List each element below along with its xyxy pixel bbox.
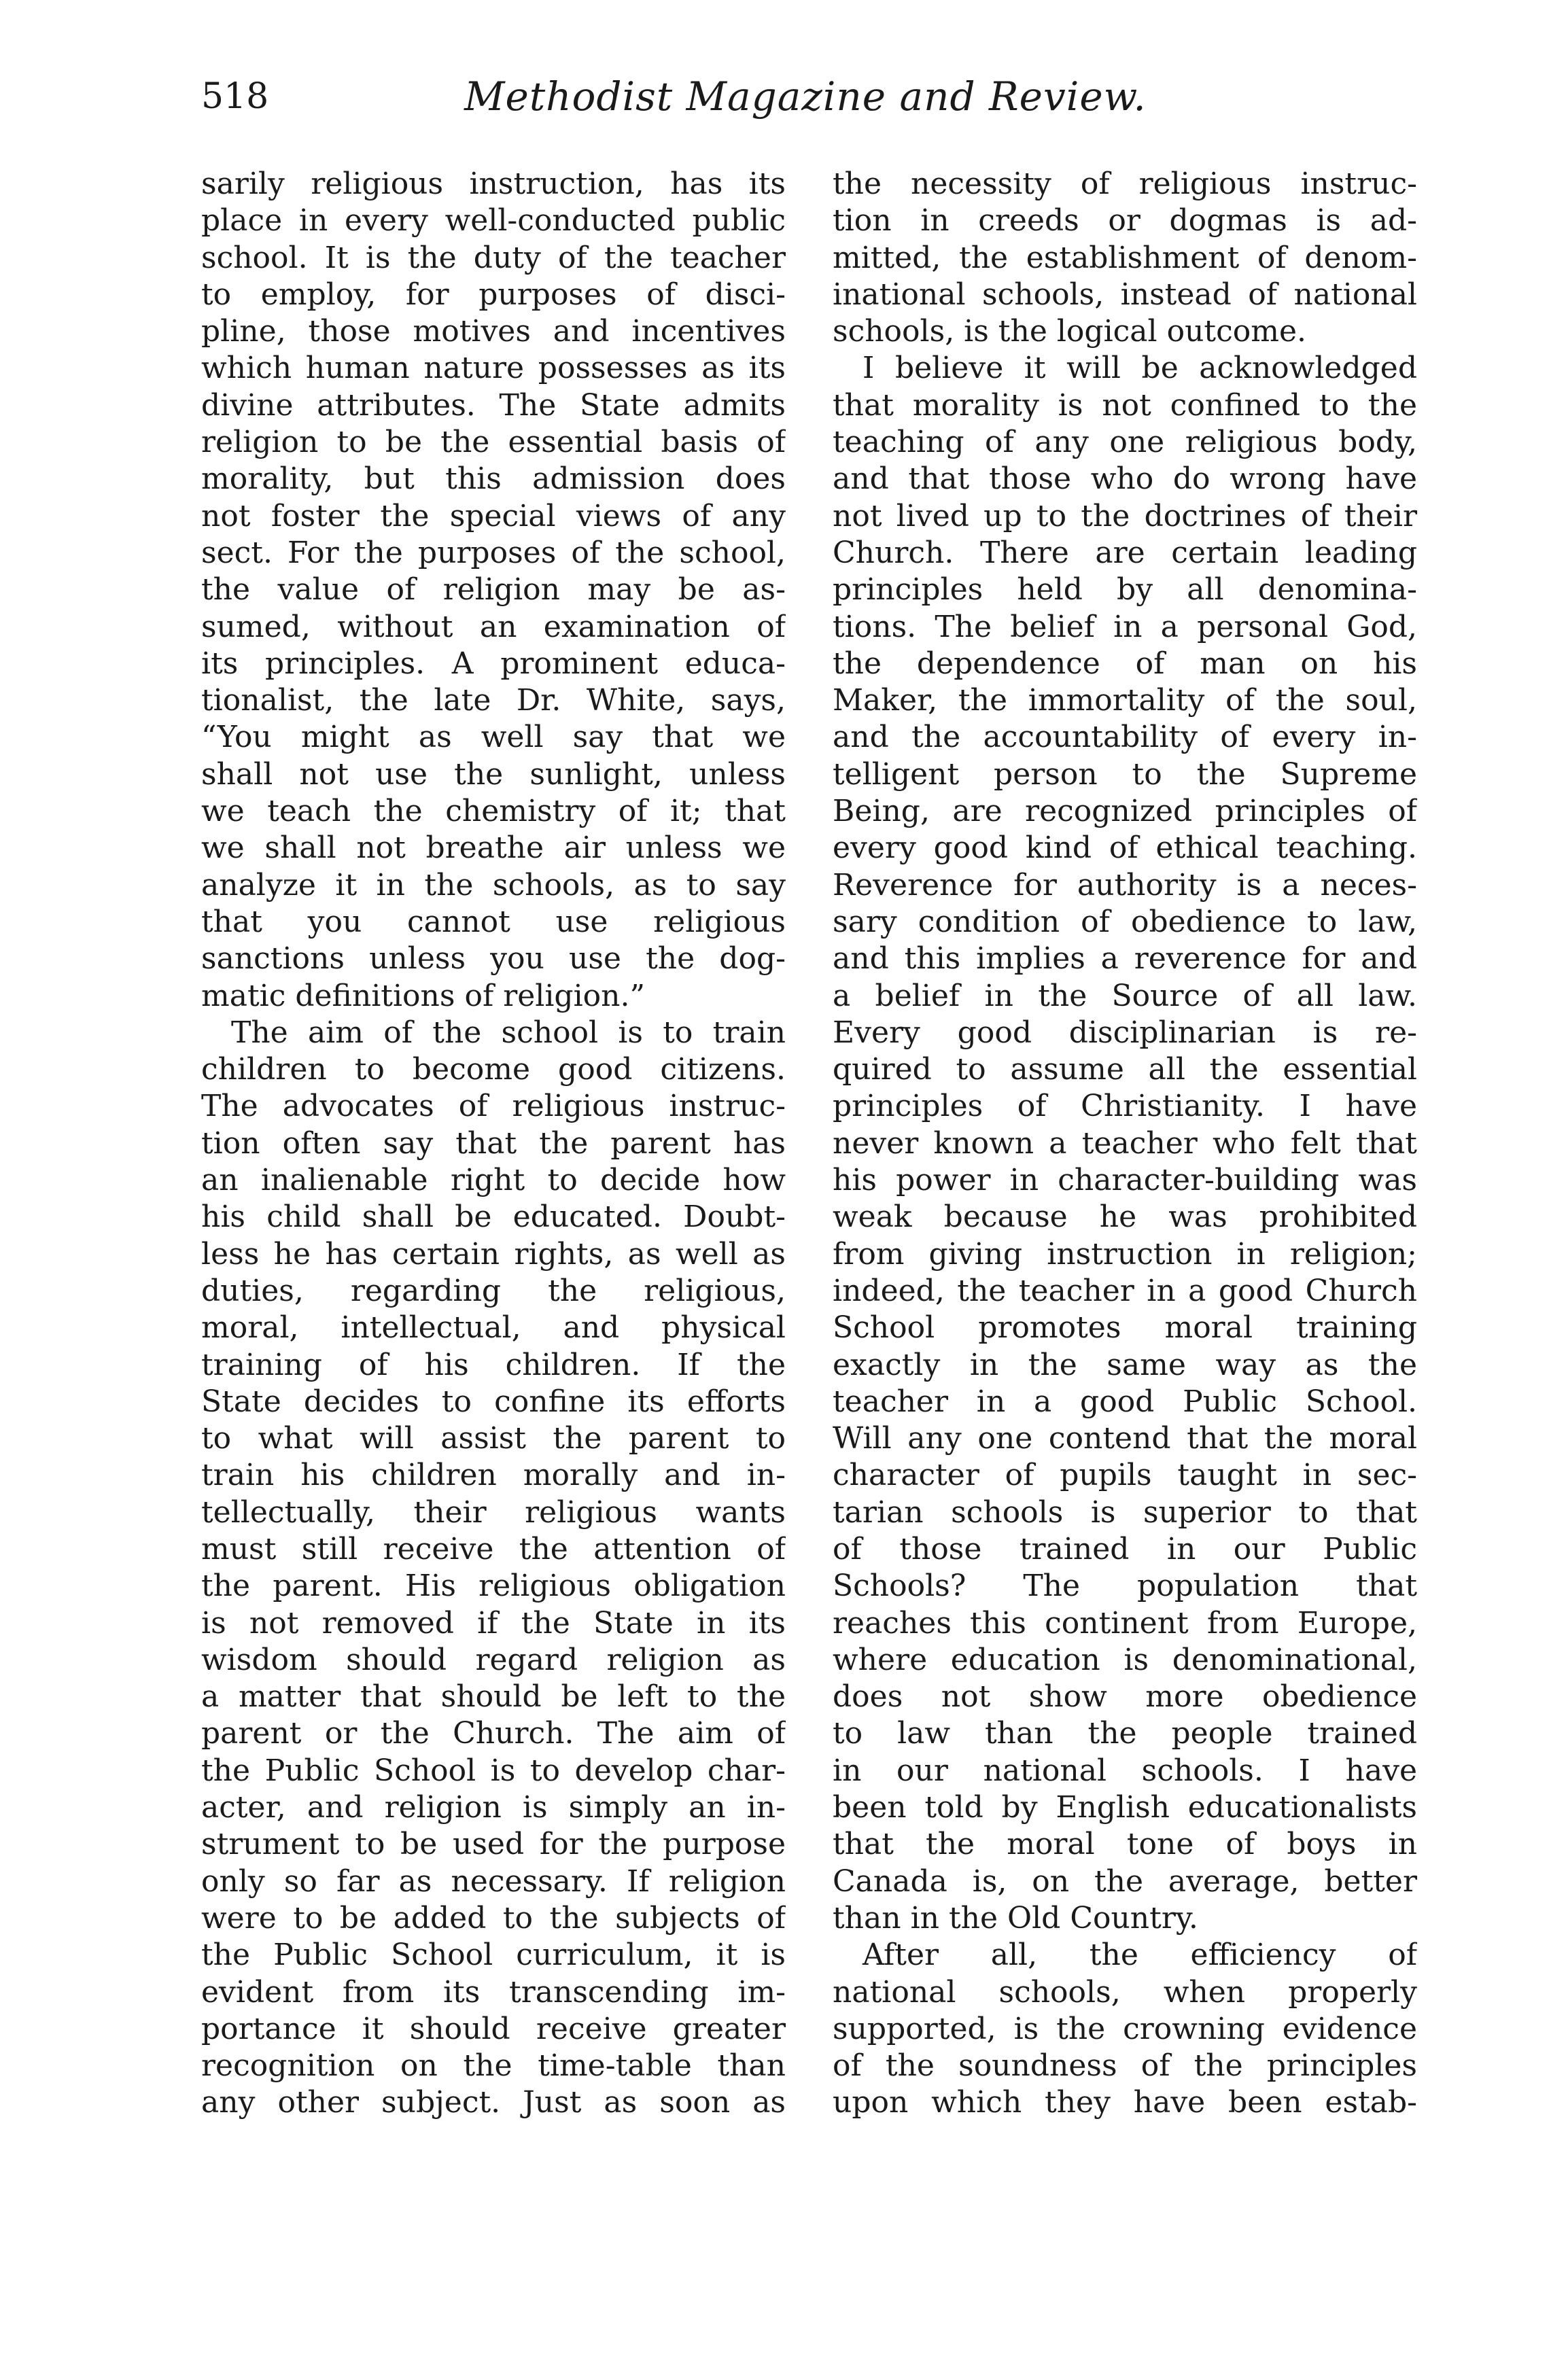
text-line: Church. There are certain leading: [833, 535, 1417, 570]
text-line: Reverence for authority is a neces-: [833, 867, 1417, 903]
text-line: than in the Old Country.: [833, 1900, 1198, 1936]
text-line: morality, but this admission does: [201, 461, 786, 497]
text-line: sect. For the purposes of the school,: [201, 535, 786, 570]
text-line: the necessity of religious instruc-: [833, 167, 1417, 201]
text-line: to what will assist the parent to: [201, 1421, 786, 1456]
page-number: 518: [201, 76, 269, 117]
text-line: “You might as well say that we: [201, 720, 786, 755]
text-line: upon which they have been estab-: [833, 2085, 1417, 2120]
text-line: his power in character-building was: [833, 1163, 1417, 1198]
text-line: teacher in a good Public School.: [833, 1384, 1417, 1419]
text-line: in our national schools. I have: [833, 1753, 1417, 1788]
text-line: State decides to confine its efforts: [201, 1384, 786, 1419]
text-line: of the soundness of the principles: [833, 2048, 1417, 2084]
text-line: only so far as necessary. If religion: [201, 1863, 786, 1899]
text-line: teaching of any one religious body,: [833, 425, 1417, 460]
text-line: Schools? The population that: [833, 1569, 1417, 1604]
text-line: tion in creeds or dogmas is ad-: [833, 203, 1417, 239]
text-line: and that those who do wrong have: [833, 461, 1417, 497]
text-line: acter, and religion is simply an in-: [201, 1790, 786, 1825]
text-line: its principles. A prominent educa-: [201, 646, 786, 681]
text-line: principles of Christianity. I have: [833, 1089, 1417, 1124]
text-line: inational schools, instead of national: [833, 277, 1417, 312]
text-line: school. It is the duty of the teacher: [201, 240, 786, 275]
text-line: portance it should receive greater: [201, 2011, 786, 2046]
text-line: not foster the special views of any: [201, 498, 786, 533]
text-line: moral, intellectual, and physical: [201, 1310, 786, 1346]
text-line: must still receive the attention of: [201, 1531, 786, 1566]
text-line: and the accountability of every in-: [833, 720, 1417, 755]
text-line: recognition on the time-table than: [201, 2048, 786, 2084]
text-line: schools, is the logical outcome.: [833, 314, 1306, 349]
text-line: never known a teacher who felt that: [833, 1125, 1417, 1161]
text-line: I believe it will be acknowledged: [863, 351, 1417, 386]
text-line: analyze it in the schools, as to say: [201, 867, 786, 903]
left-column: [201, 166, 786, 2122]
text-line: Maker, the immortality of the soul,: [833, 683, 1417, 718]
running-head: Methodist Magazine and Review.: [464, 73, 1147, 120]
text-line: place in every well-conducted public: [201, 203, 786, 239]
text-line: duties, regarding the religious,: [201, 1273, 786, 1308]
text-line: pline, those motives and incentives: [201, 314, 786, 349]
text-line: indeed, the teacher in a good Church: [833, 1273, 1417, 1308]
text-line: religion to be the essential basis of: [201, 425, 786, 460]
text-line: from giving instruction in religion;: [833, 1236, 1417, 1272]
text-line: divine attributes. The State admits: [201, 387, 786, 423]
text-line: quired to assume all the essential: [833, 1052, 1417, 1087]
text-line: which human nature possesses as its: [201, 351, 786, 386]
text-line: telligent person to the Supreme: [833, 756, 1417, 792]
text-line: exactly in the same way as the: [833, 1347, 1417, 1382]
text-line: the Public School is to develop char-: [201, 1753, 786, 1788]
text-line: strument to be used for the purpose: [201, 1827, 786, 1862]
text-line: parent or the Church. The aim of: [201, 1716, 786, 1751]
text-line: shall not use the sunlight, unless: [201, 756, 786, 792]
text-line: tion often say that the parent has: [201, 1125, 786, 1161]
text-line: principles held by all denomina-: [833, 572, 1417, 608]
text-line: is not removed if the State in its: [201, 1605, 786, 1641]
text-line: less he has certain rights, as well as: [201, 1236, 786, 1272]
text-line: does not show more obedience: [833, 1679, 1417, 1715]
text-line: tarian schools is superior to that: [833, 1494, 1417, 1530]
text-line: Will any one contend that the moral: [833, 1421, 1417, 1456]
text-line: the value of religion may be as-: [201, 572, 786, 608]
text-line: Being, are recognized principles of: [833, 794, 1417, 829]
text-line: sanctions unless you use the dog-: [201, 941, 786, 977]
text-line: we shall not breathe air unless we: [201, 830, 786, 866]
text-line: every good kind of ethical teaching.: [833, 830, 1417, 866]
text-line: that morality is not confined to the: [833, 387, 1417, 423]
text-line: matic definitions of religion.”: [201, 978, 645, 1013]
text-line: mitted, the establishment of denom-: [833, 240, 1417, 275]
text-line: we teach the chemistry of it; that: [201, 794, 786, 829]
text-line: a belief in the Source of all law.: [833, 978, 1417, 1013]
text-line: where education is denominational,: [833, 1642, 1417, 1677]
text-line: the dependence of man on his: [833, 646, 1417, 681]
text-line: tionalist, the late Dr. White, says,: [201, 683, 786, 718]
text-line: that the moral tone of boys in: [833, 1827, 1417, 1862]
text-line: and this implies a reverence for and: [833, 941, 1417, 977]
text-line: of those trained in our Public: [833, 1531, 1417, 1566]
text-line: tellectually, their religious wants: [201, 1494, 786, 1530]
text-line: sary condition of obedience to law,: [833, 904, 1417, 939]
text-line: to employ, for purposes of disci-: [201, 277, 786, 312]
text-line: Canada is, on the average, better: [833, 1863, 1417, 1899]
text-line: character of pupils taught in sec-: [833, 1458, 1417, 1493]
text-line: evident from its transcending im-: [201, 1974, 786, 2010]
text-line: supported, is the crowning evidence: [833, 2011, 1417, 2046]
text-line: Every good disciplinarian is re-: [833, 1015, 1417, 1050]
text-line: not lived up to the doctrines of their: [833, 498, 1417, 533]
text-line: After all, the efficiency of: [863, 1938, 1417, 1973]
text-line: sarily religious instruction, has its: [201, 167, 786, 201]
text-line: were to be added to the subjects of: [201, 1900, 786, 1936]
text-line: wisdom should regard religion as: [201, 1642, 786, 1677]
text-line: train his children morally and in-: [201, 1458, 786, 1493]
text-line: an inalienable right to decide how: [201, 1163, 786, 1198]
text-line: been told by English educationalists: [833, 1790, 1417, 1825]
text-line: reaches this continent from Europe,: [833, 1605, 1417, 1641]
text-line: children to become good citizens.: [201, 1052, 786, 1087]
text-line: training of his children. If the: [201, 1347, 786, 1382]
text-line: the parent. His religious obligation: [201, 1569, 786, 1604]
text-line: to law than the people trained: [833, 1716, 1417, 1751]
text-line: that you cannot use religious: [201, 904, 786, 939]
text-line: sumed, without an examination of: [201, 609, 786, 644]
text-line: The advocates of religious instruc-: [201, 1089, 786, 1124]
right-column: [833, 166, 1417, 2122]
text-line: a matter that should be left to the: [201, 1679, 786, 1715]
text-line: School promotes moral training: [833, 1310, 1417, 1346]
text-line: any other subject. Just as soon as: [201, 2085, 786, 2120]
text-line: his child shall be educated. Doubt-: [201, 1200, 786, 1235]
text-line: weak because he was prohibited: [833, 1200, 1417, 1235]
text-line: national schools, when properly: [833, 1974, 1417, 2010]
text-line: the Public School curriculum, it is: [201, 1938, 786, 1973]
text-line: The aim of the school is to train: [231, 1015, 786, 1050]
text-line: tions. The belief in a personal God,: [833, 609, 1417, 644]
